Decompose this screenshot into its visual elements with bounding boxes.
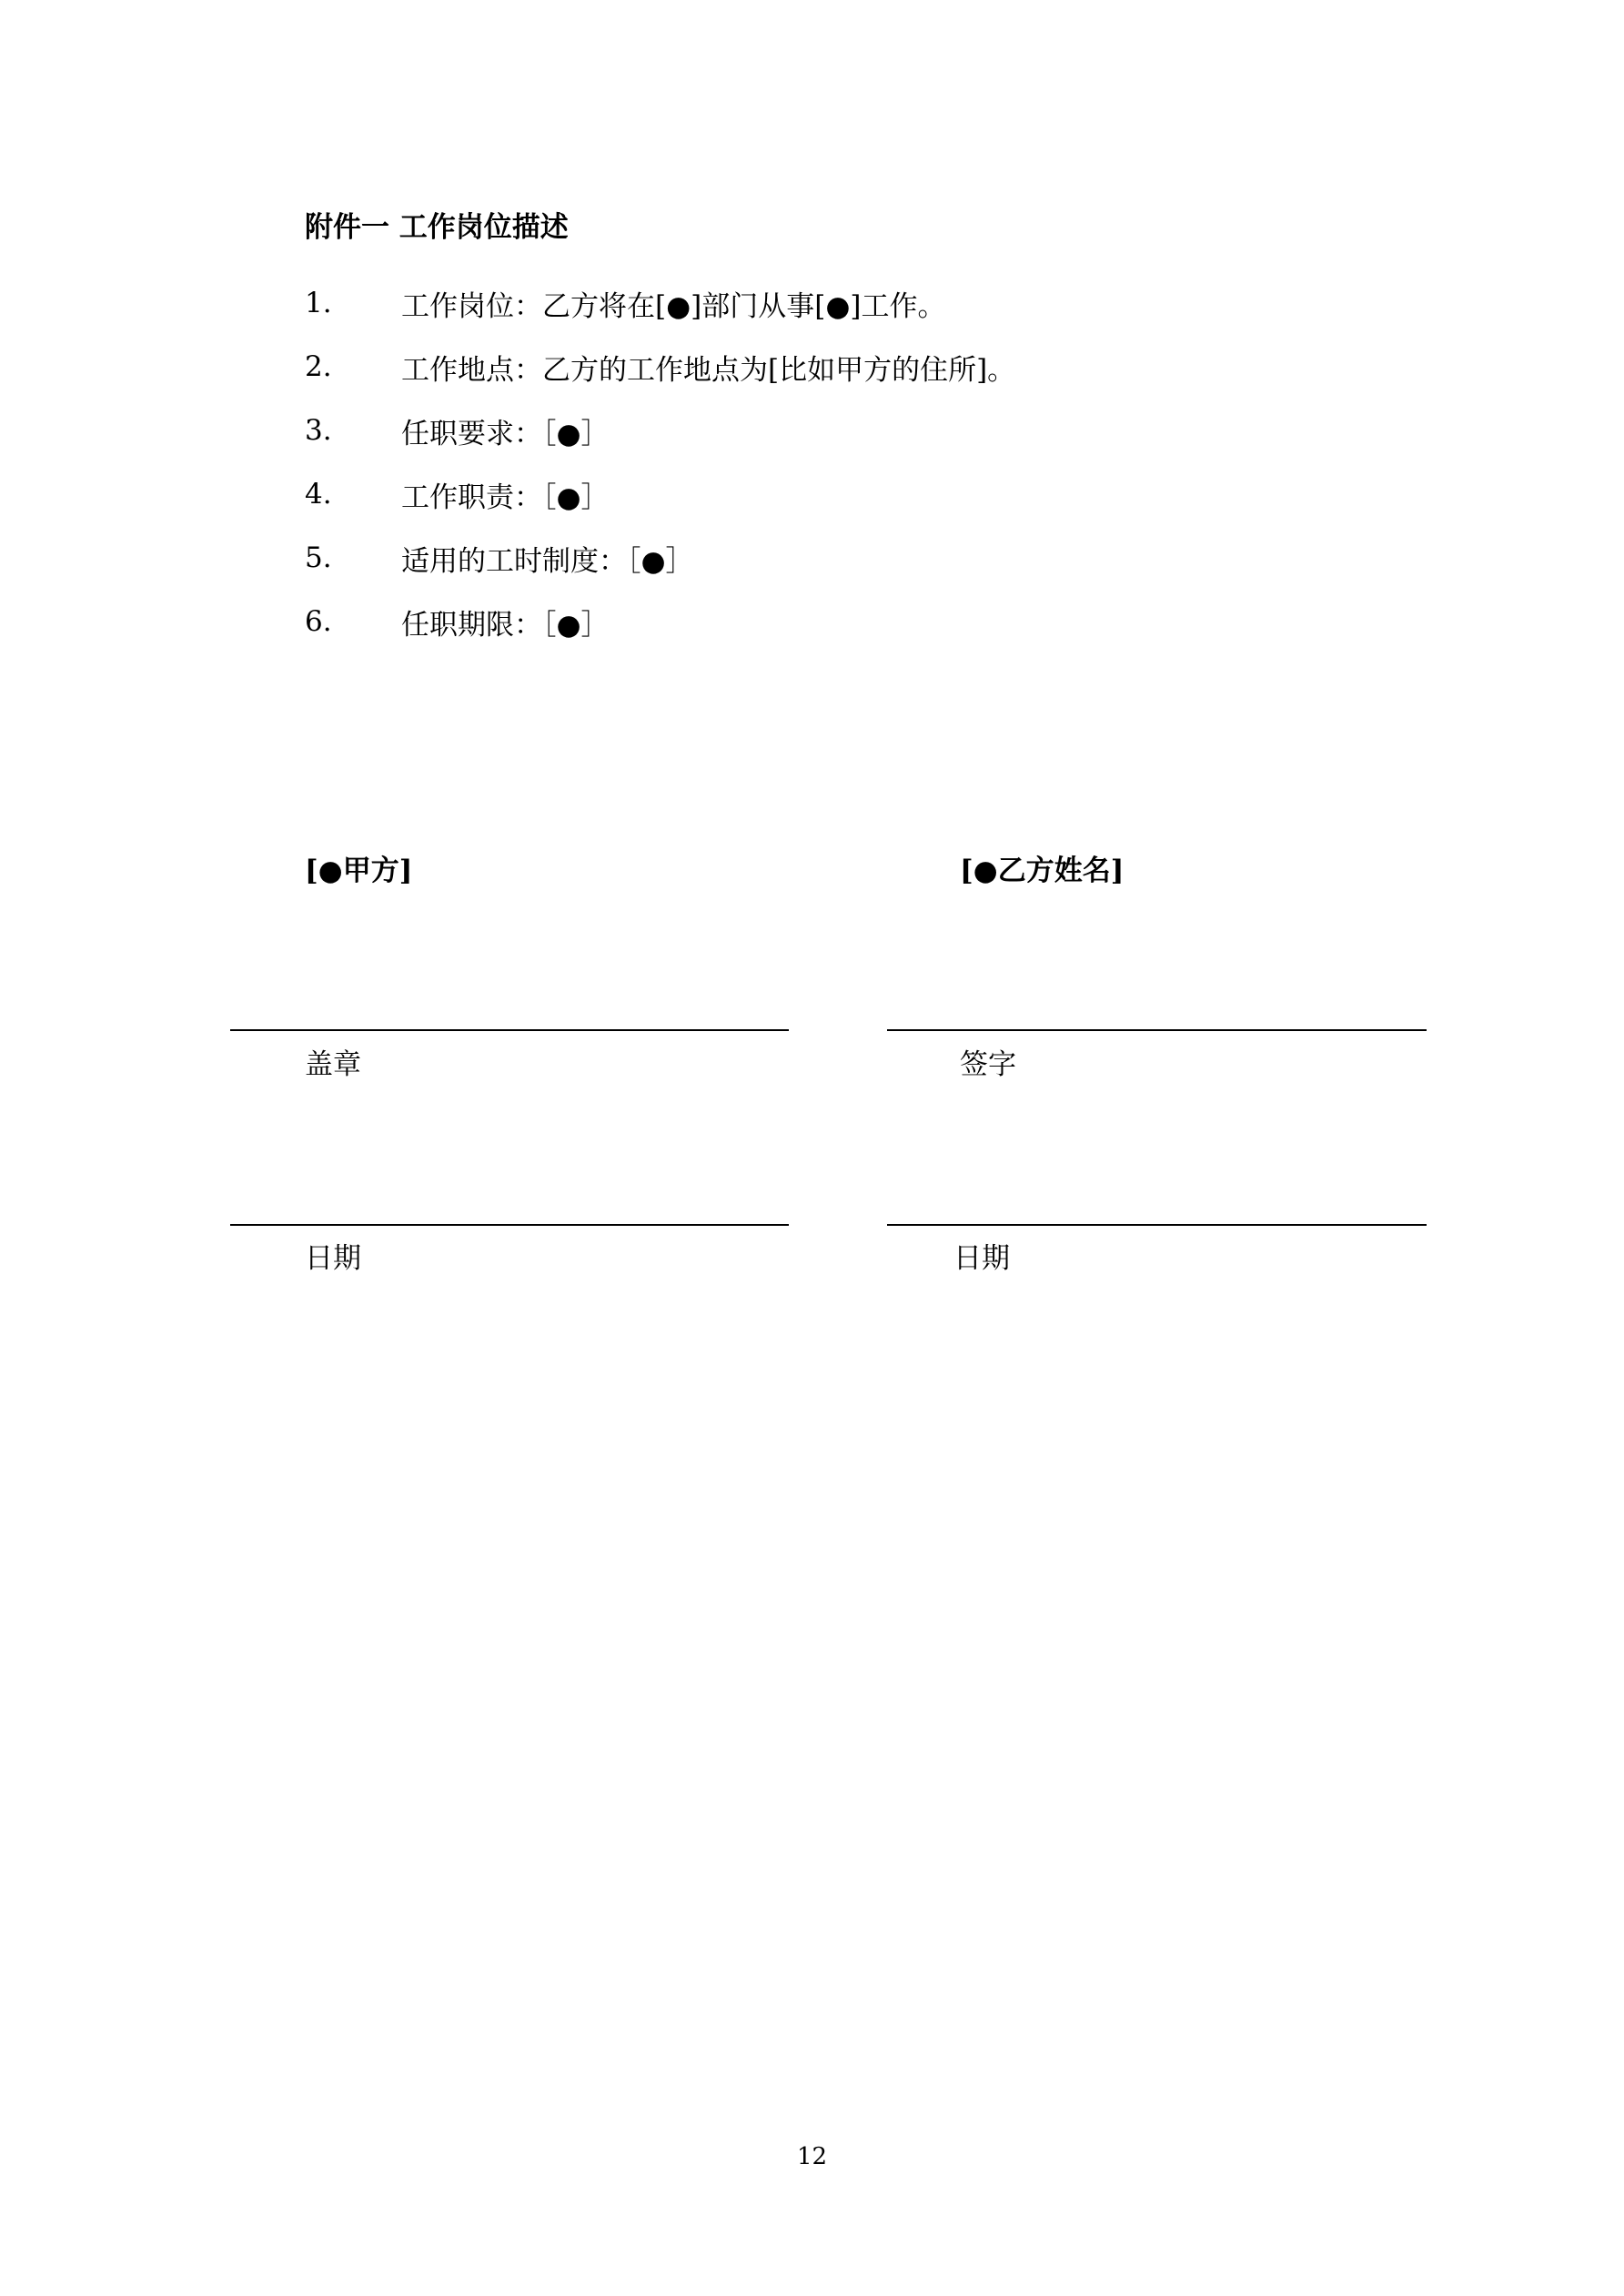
party-a-title: [●甲方]	[305, 855, 413, 887]
date-line-right	[887, 1224, 1427, 1226]
item-text: 适用的工时制度：［●］	[401, 544, 694, 578]
list-item	[305, 526, 1015, 590]
list-item	[305, 335, 1015, 399]
item-number: 6.	[305, 605, 332, 638]
list-item	[305, 399, 1015, 462]
item-text: 工作岗位：乙方将在[●]部门从事[●]工作。	[401, 289, 946, 323]
item-number: 1.	[305, 287, 332, 319]
signature-label: 签字	[960, 1048, 1016, 1081]
date-label-right: 日期	[953, 1242, 1010, 1275]
item-number: 2.	[305, 350, 332, 383]
list-item	[305, 271, 1015, 335]
item-number: 3.	[305, 414, 332, 447]
date-line-left	[230, 1224, 789, 1226]
page-number: 12	[796, 2143, 828, 2170]
item-text: 任职期限：［●］	[401, 608, 610, 642]
appendix-heading: 附件一 工作岗位描述	[305, 211, 569, 244]
item-text: 工作地点：乙方的工作地点为[比如甲方的住所]。	[401, 353, 1016, 387]
job-description-list	[305, 271, 1015, 653]
item-number: 5.	[305, 541, 332, 574]
item-number: 4.	[305, 478, 332, 511]
list-item	[305, 462, 1015, 526]
seal-label: 盖章	[305, 1048, 361, 1081]
signature-line	[887, 1029, 1427, 1031]
date-label-left: 日期	[305, 1242, 361, 1275]
party-b-title: [●乙方姓名]	[960, 855, 1125, 887]
item-text: 工作职责：［●］	[401, 480, 610, 514]
seal-line	[230, 1029, 789, 1031]
item-text: 任职要求：［●］	[401, 417, 610, 450]
list-item	[305, 590, 1015, 653]
